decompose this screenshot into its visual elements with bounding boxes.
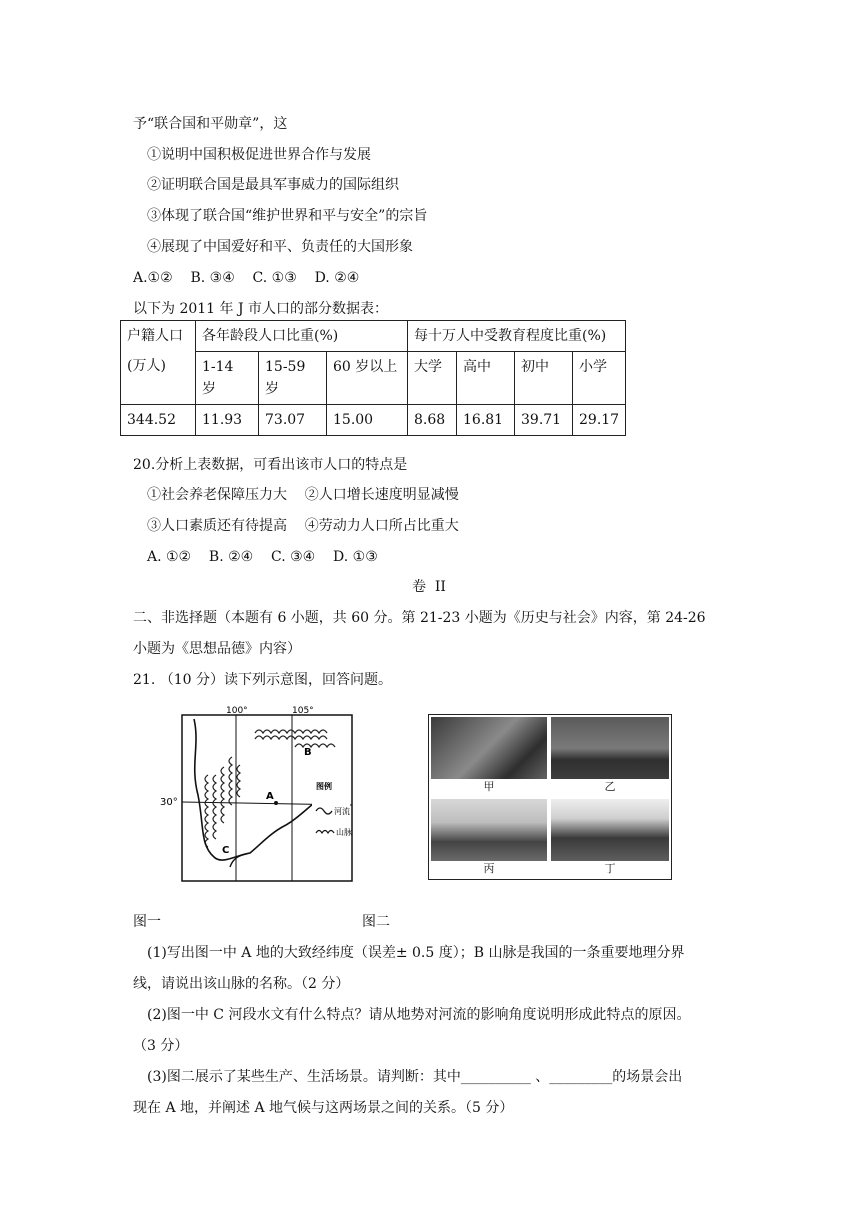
header-household-pop-line2: (万人) xyxy=(127,358,166,374)
q21-part2-line2: （3 分） xyxy=(133,1038,189,1054)
q21-part1-line1: (1)写出图一中 A 地的大致经纬度（误差± 0.5 度）；B 山脉是我国的一条重要地理分界 xyxy=(147,945,685,961)
point-b-label: B xyxy=(304,747,312,758)
col-university: 大学 xyxy=(408,352,457,405)
table-cell: 39.71 xyxy=(515,405,573,436)
header-age-groups: 各年龄段人口比重(%) xyxy=(196,321,408,352)
section2-line1: 二、非选择题（本题有 6 小题，共 60 分。第 21-23 小题为《历史与社会》内容，第 24-26 xyxy=(133,610,706,626)
q20-stem: 20.分析上表数据，可看出该市人口的特点是 xyxy=(133,457,408,473)
q20-options-row2: ③人口素质还有待提高 ④劳动力人口所占比重大 xyxy=(147,518,459,534)
col-age-15-59 xyxy=(259,352,327,405)
col-age-15-59-b: 岁 xyxy=(265,381,279,397)
q21-stem: 21. （10 分）读下列示意图，回答问题。 xyxy=(133,672,392,688)
q19-option-3: ③体现了联合国“维护世界和平与安全”的宗旨 xyxy=(147,208,428,224)
col-primary-school: 小学 xyxy=(573,352,626,405)
q20-choices: A. ①② B. ②④ C. ③④ D. ①③ xyxy=(147,549,378,565)
lon-label-100: 100° xyxy=(226,706,248,716)
mountain-range-b xyxy=(255,730,335,747)
col-age-15-59-a: 15-59 xyxy=(265,359,306,375)
photo-yi xyxy=(551,717,669,795)
q21-part3-line2: 现在 A 地，并阐述 A 地气候与这两场景之间的关系。（5 分） xyxy=(133,1100,514,1116)
q19-option-1: ①说明中国积极促进世界合作与发展 xyxy=(147,147,371,163)
header-education: 每十万人中受教育程度比重(%) xyxy=(408,321,626,352)
col-age-1-14 xyxy=(196,352,259,405)
col-age-1-14-b: 岁 xyxy=(202,381,216,397)
q21-part1-line2: 线，请说出该山脉的名称。（2 分） xyxy=(133,976,350,992)
section2-line2: 小题为《思想品德》内容） xyxy=(133,641,301,657)
population-table xyxy=(120,320,626,436)
q19-stem-tail: 予“联合国和平勋章”，这 xyxy=(133,116,288,132)
point-c-label: C xyxy=(222,845,230,856)
table-cell: 11.93 xyxy=(196,405,259,436)
photo-bing-label: 丙 xyxy=(431,861,547,877)
photo-jia xyxy=(431,717,547,795)
photo-ding-label: 丁 xyxy=(551,861,669,877)
figure1-caption: 图一 xyxy=(133,914,161,930)
q20-options-row1: ①社会养老保障压力大 ②人口增长速度明显减慢 xyxy=(147,487,459,503)
point-a-dot xyxy=(274,801,278,805)
q19-option-4: ④展现了中国爱好和平、负责任的大国形象 xyxy=(147,239,413,255)
photo-yi-label: 乙 xyxy=(551,779,669,795)
volume-heading: 卷 II xyxy=(412,579,446,595)
figure2-caption: 图二 xyxy=(362,914,390,930)
table-cell: 16.81 xyxy=(457,405,515,436)
photo-bing xyxy=(431,799,547,877)
header-household-pop-line1: 户籍人口 xyxy=(127,328,183,344)
lat-label-30: 30° xyxy=(160,797,178,808)
q21-part2-line1: (2)图一中 C 河段水文有什么特点？请从地势对河流的影响角度说明形成此特点的原因。 xyxy=(147,1007,691,1023)
header-household-pop xyxy=(121,321,196,405)
table-cell: 29.17 xyxy=(573,405,626,436)
table-cell: 8.68 xyxy=(408,405,457,436)
map-figure xyxy=(160,705,360,885)
table-cell: 73.07 xyxy=(259,405,327,436)
photo-jia-label: 甲 xyxy=(431,779,547,795)
table-cell: 15.00 xyxy=(327,405,408,436)
lon-label-105: 105° xyxy=(292,706,314,716)
col-age-60-plus: 60 岁以上 xyxy=(327,352,408,405)
point-a-label: A xyxy=(266,791,274,802)
legend-title: 图例 xyxy=(316,782,332,791)
photo-ding xyxy=(551,799,669,877)
col-middle-school: 初中 xyxy=(515,352,573,405)
q21-part3-line1: (3)图二展示了某些生产、生活场景。请判断：其中__________ 、_________的场景会出 xyxy=(147,1069,683,1085)
legend-mountain-label: 山脉 xyxy=(336,828,352,837)
col-high-school: 高中 xyxy=(457,352,515,405)
table-cell: 344.52 xyxy=(121,405,196,436)
legend-river-label: 河流 xyxy=(334,807,350,816)
table-intro: 以下为 2011 年 J 市人口的部分数据表： xyxy=(133,301,389,317)
photo-figure xyxy=(428,714,672,880)
col-age-1-14-a: 1-14 xyxy=(202,359,234,375)
q19-option-2: ②证明联合国是最具军事威力的国际组织 xyxy=(147,177,399,193)
q19-choices: A.①② B. ③④ C. ①③ D. ②④ xyxy=(133,270,360,286)
